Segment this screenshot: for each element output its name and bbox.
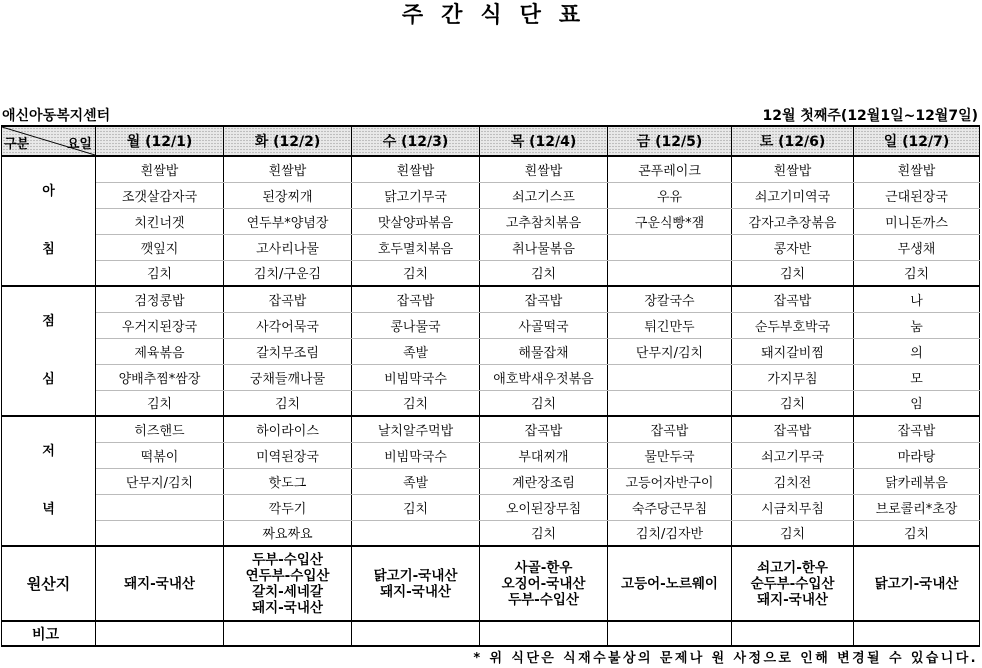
- menu-cell: 김치: [352, 390, 480, 416]
- remark-cell: [732, 621, 854, 646]
- menu-cell: 족발: [352, 338, 480, 364]
- menu-cell: 족발: [352, 468, 480, 494]
- menu-cell: 김치: [480, 520, 608, 546]
- menu-cell: 조갯살감자국: [96, 182, 224, 208]
- day-header-thu: 목 (12/4): [480, 126, 608, 156]
- menu-cell: 시금치무침: [732, 494, 854, 520]
- remark-label: 비고: [2, 621, 96, 646]
- menu-cell: 돼지갈비찜: [732, 338, 854, 364]
- menu-cell: 김치: [96, 260, 224, 286]
- day-header-mon: 월 (12/1): [96, 126, 224, 156]
- menu-cell: 모: [854, 364, 980, 390]
- menu-cell: 비빔막국수: [352, 364, 480, 390]
- menu-cell: [352, 520, 480, 546]
- breakfast-label-top: 아: [42, 184, 55, 199]
- menu-cell: 흰쌀밥: [732, 156, 854, 182]
- origin-line: 쇠고기-한우: [757, 559, 828, 576]
- menu-cell: 브로콜리*초장: [854, 494, 980, 520]
- menu-cell: 가지무침: [732, 364, 854, 390]
- day-header-wed: 수 (12/3): [352, 126, 480, 156]
- menu-cell: 김치: [732, 390, 854, 416]
- menu-cell: 김치: [480, 390, 608, 416]
- lunch-row: [2, 286, 980, 312]
- menu-cell: 닭고기무국: [352, 182, 480, 208]
- menu-cell: 된장찌개: [224, 182, 352, 208]
- menu-cell: 김치: [96, 390, 224, 416]
- menu-cell: 잡곡밥: [854, 416, 980, 442]
- weekly-menu-table: [1, 125, 980, 647]
- menu-cell: 숙주당근무침: [608, 494, 732, 520]
- menu-cell: 닭카레볶음: [854, 468, 980, 494]
- dinner-row: [2, 520, 980, 546]
- origin-line: 닭고기-국내산: [373, 567, 458, 584]
- breakfast-row: [2, 208, 980, 234]
- menu-cell: 흰쌀밥: [352, 156, 480, 182]
- menu-cell: 김치: [854, 520, 980, 546]
- menu-cell: 맛살양파볶음: [352, 208, 480, 234]
- menu-cell: 우유: [608, 182, 732, 208]
- menu-cell: 잡곡밥: [480, 416, 608, 442]
- menu-cell: 잡곡밥: [732, 416, 854, 442]
- menu-cell: 취나물볶음: [480, 234, 608, 260]
- dinner-label-cell: [2, 416, 96, 546]
- menu-cell: 쇠고기미역국: [732, 182, 854, 208]
- origin-cell: [854, 546, 980, 621]
- menu-cell: 우거지된장국: [96, 312, 224, 338]
- breakfast-row: [2, 156, 980, 182]
- menu-cell: 검정콩밥: [96, 286, 224, 312]
- category-header-cell: [2, 126, 96, 156]
- lunch-label-cell: [2, 286, 96, 416]
- breakfast-row: [2, 182, 980, 208]
- menu-cell: 고등어자반구이: [608, 468, 732, 494]
- menu-cell: 장칼국수: [608, 286, 732, 312]
- dinner-label-bottom: 녁: [42, 502, 55, 517]
- dinner-label-top: 저: [42, 444, 55, 459]
- menu-cell: 잡곡밥: [480, 286, 608, 312]
- breakfast-label-cell: [2, 156, 96, 286]
- menu-cell: 마라탕: [854, 442, 980, 468]
- menu-cell: 구운식빵*잼: [608, 208, 732, 234]
- menu-cell: [608, 390, 732, 416]
- origin-line: 닭고기-국내산: [874, 575, 959, 592]
- menu-cell: 짜요짜요: [224, 520, 352, 546]
- origin-line: 오징어-국내산: [501, 575, 586, 592]
- origin-cell: [352, 546, 480, 621]
- origin-line: 사골-한우: [514, 559, 573, 576]
- menu-cell: 단무지/김치: [608, 338, 732, 364]
- menu-cell: 사골떡국: [480, 312, 608, 338]
- week-label: 12월 첫째주(12월1일~12월7일): [762, 108, 978, 124]
- menu-cell: 눔: [854, 312, 980, 338]
- origin-line: 돼지-국내산: [252, 599, 323, 616]
- lunch-row: [2, 312, 980, 338]
- remark-cell: [480, 621, 608, 646]
- menu-cell: 고추참치볶음: [480, 208, 608, 234]
- origin-line: 돼지-국내산: [380, 583, 451, 600]
- category-label: 구분: [4, 137, 30, 152]
- menu-cell: 김치: [224, 390, 352, 416]
- weekday-label: 요일: [66, 137, 92, 152]
- remark-cell: [224, 621, 352, 646]
- menu-cell: 김치: [732, 520, 854, 546]
- remark-cell: [96, 621, 224, 646]
- breakfast-row: [2, 234, 980, 260]
- menu-cell: 날치알주먹밥: [352, 416, 480, 442]
- menu-cell: 무생채: [854, 234, 980, 260]
- menu-cell: 김치: [732, 260, 854, 286]
- menu-cell: 히즈핸드: [96, 416, 224, 442]
- origin-row: [2, 546, 980, 621]
- menu-cell: 오이된장무침: [480, 494, 608, 520]
- menu-cell: 양배추찜*쌈장: [96, 364, 224, 390]
- lunch-row: [2, 364, 980, 390]
- menu-cell: 연두부*양념장: [224, 208, 352, 234]
- menu-cell: 김치/김자반: [608, 520, 732, 546]
- menu-cell: 감자고추장볶음: [732, 208, 854, 234]
- menu-cell: 사각어묵국: [224, 312, 352, 338]
- menu-cell: 콩나물국: [352, 312, 480, 338]
- origin-cell: [224, 546, 352, 621]
- menu-cell: 핫도그: [224, 468, 352, 494]
- menu-cell: 미니돈까스: [854, 208, 980, 234]
- menu-cell: 해물잡채: [480, 338, 608, 364]
- menu-cell: 하이라이스: [224, 416, 352, 442]
- origin-line: 연두부-수입산: [245, 567, 330, 584]
- menu-cell: 흰쌀밥: [854, 156, 980, 182]
- menu-cell: 흰쌀밥: [96, 156, 224, 182]
- dinner-row: [2, 416, 980, 442]
- menu-cell: 쇠고기스프: [480, 182, 608, 208]
- origin-line: 두부-수입산: [508, 591, 579, 608]
- menu-cell: [96, 520, 224, 546]
- menu-cell: 김치: [352, 260, 480, 286]
- menu-cell: 순두부호박국: [732, 312, 854, 338]
- origin-line: 갈치-세네갈: [252, 583, 323, 600]
- page-title: 주간식단표: [401, 3, 599, 28]
- menu-cell: 깻잎지: [96, 234, 224, 260]
- menu-cell: 근대된장국: [854, 182, 980, 208]
- menu-cell: 흰쌀밥: [480, 156, 608, 182]
- menu-cell: 떡볶이: [96, 442, 224, 468]
- breakfast-label-bottom: 침: [42, 242, 55, 257]
- menu-cell: [608, 364, 732, 390]
- menu-cell: 잡곡밥: [352, 286, 480, 312]
- menu-cell: 물만두국: [608, 442, 732, 468]
- menu-cell: 잡곡밥: [224, 286, 352, 312]
- menu-cell: 김치: [480, 260, 608, 286]
- day-header-sun: 일 (12/7): [854, 126, 980, 156]
- menu-cell: 나: [854, 286, 980, 312]
- menu-cell: 부대찌개: [480, 442, 608, 468]
- menu-cell: 콘푸레이크: [608, 156, 732, 182]
- menu-cell: 의: [854, 338, 980, 364]
- origin-cell: [608, 546, 732, 621]
- origin-line: 두부-수입산: [252, 551, 323, 568]
- day-header-fri: 금 (12/5): [608, 126, 732, 156]
- origin-cell: [732, 546, 854, 621]
- menu-cell: 흰쌀밥: [224, 156, 352, 182]
- lunch-row: [2, 338, 980, 364]
- footnote: * 위 식단은 식재수불상의 문제나 원 사정으로 인해 변경될 수 있습니다.: [473, 651, 978, 666]
- remark-cell: [854, 621, 980, 646]
- origin-line: 돼지-국내산: [124, 575, 195, 592]
- menu-cell: 잡곡밥: [732, 286, 854, 312]
- menu-cell: 궁채들깨나물: [224, 364, 352, 390]
- center-name: 애신아동복지센터: [2, 108, 111, 124]
- menu-cell: [608, 260, 732, 286]
- remark-cell: [352, 621, 480, 646]
- menu-cell: 비빔막국수: [352, 442, 480, 468]
- menu-cell: 콩자반: [732, 234, 854, 260]
- menu-cell: 김치: [854, 260, 980, 286]
- day-header-tue: 화 (12/2): [224, 126, 352, 156]
- menu-cell: [608, 234, 732, 260]
- menu-cell: 갈치무조림: [224, 338, 352, 364]
- origin-line: 돼지-국내산: [757, 591, 828, 608]
- origin-cell: [96, 546, 224, 621]
- lunch-label-bottom: 심: [42, 372, 55, 387]
- menu-cell: 깍두기: [224, 494, 352, 520]
- menu-cell: 임: [854, 390, 980, 416]
- menu-cell: 쇠고기무국: [732, 442, 854, 468]
- menu-cell: [96, 494, 224, 520]
- dinner-row: [2, 494, 980, 520]
- menu-cell: 애호박새우젓볶음: [480, 364, 608, 390]
- remark-cell: [608, 621, 732, 646]
- dinner-row: [2, 468, 980, 494]
- menu-cell: 김치전: [732, 468, 854, 494]
- menu-cell: 고사리나물: [224, 234, 352, 260]
- remark-row: [2, 621, 980, 646]
- dinner-row: [2, 442, 980, 468]
- origin-line: 순두부-수입산: [750, 575, 835, 592]
- header-row: [2, 126, 980, 156]
- menu-cell: 튀긴만두: [608, 312, 732, 338]
- origin-label: 원산지: [2, 546, 96, 621]
- breakfast-row: [2, 260, 980, 286]
- day-header-sat: 토 (12/6): [732, 126, 854, 156]
- menu-cell: 제육볶음: [96, 338, 224, 364]
- lunch-row: [2, 390, 980, 416]
- menu-cell: 김치/구운김: [224, 260, 352, 286]
- menu-cell: 단무지/김치: [96, 468, 224, 494]
- menu-cell: 계란장조림: [480, 468, 608, 494]
- origin-line: 고등어-노르웨이: [621, 575, 718, 592]
- menu-cell: 김치: [352, 494, 480, 520]
- origin-cell: [480, 546, 608, 621]
- menu-cell: 호두멸치볶음: [352, 234, 480, 260]
- menu-cell: 잡곡밥: [608, 416, 732, 442]
- menu-cell: 미역된장국: [224, 442, 352, 468]
- menu-cell: 치킨너겟: [96, 208, 224, 234]
- lunch-label-top: 점: [42, 314, 55, 329]
